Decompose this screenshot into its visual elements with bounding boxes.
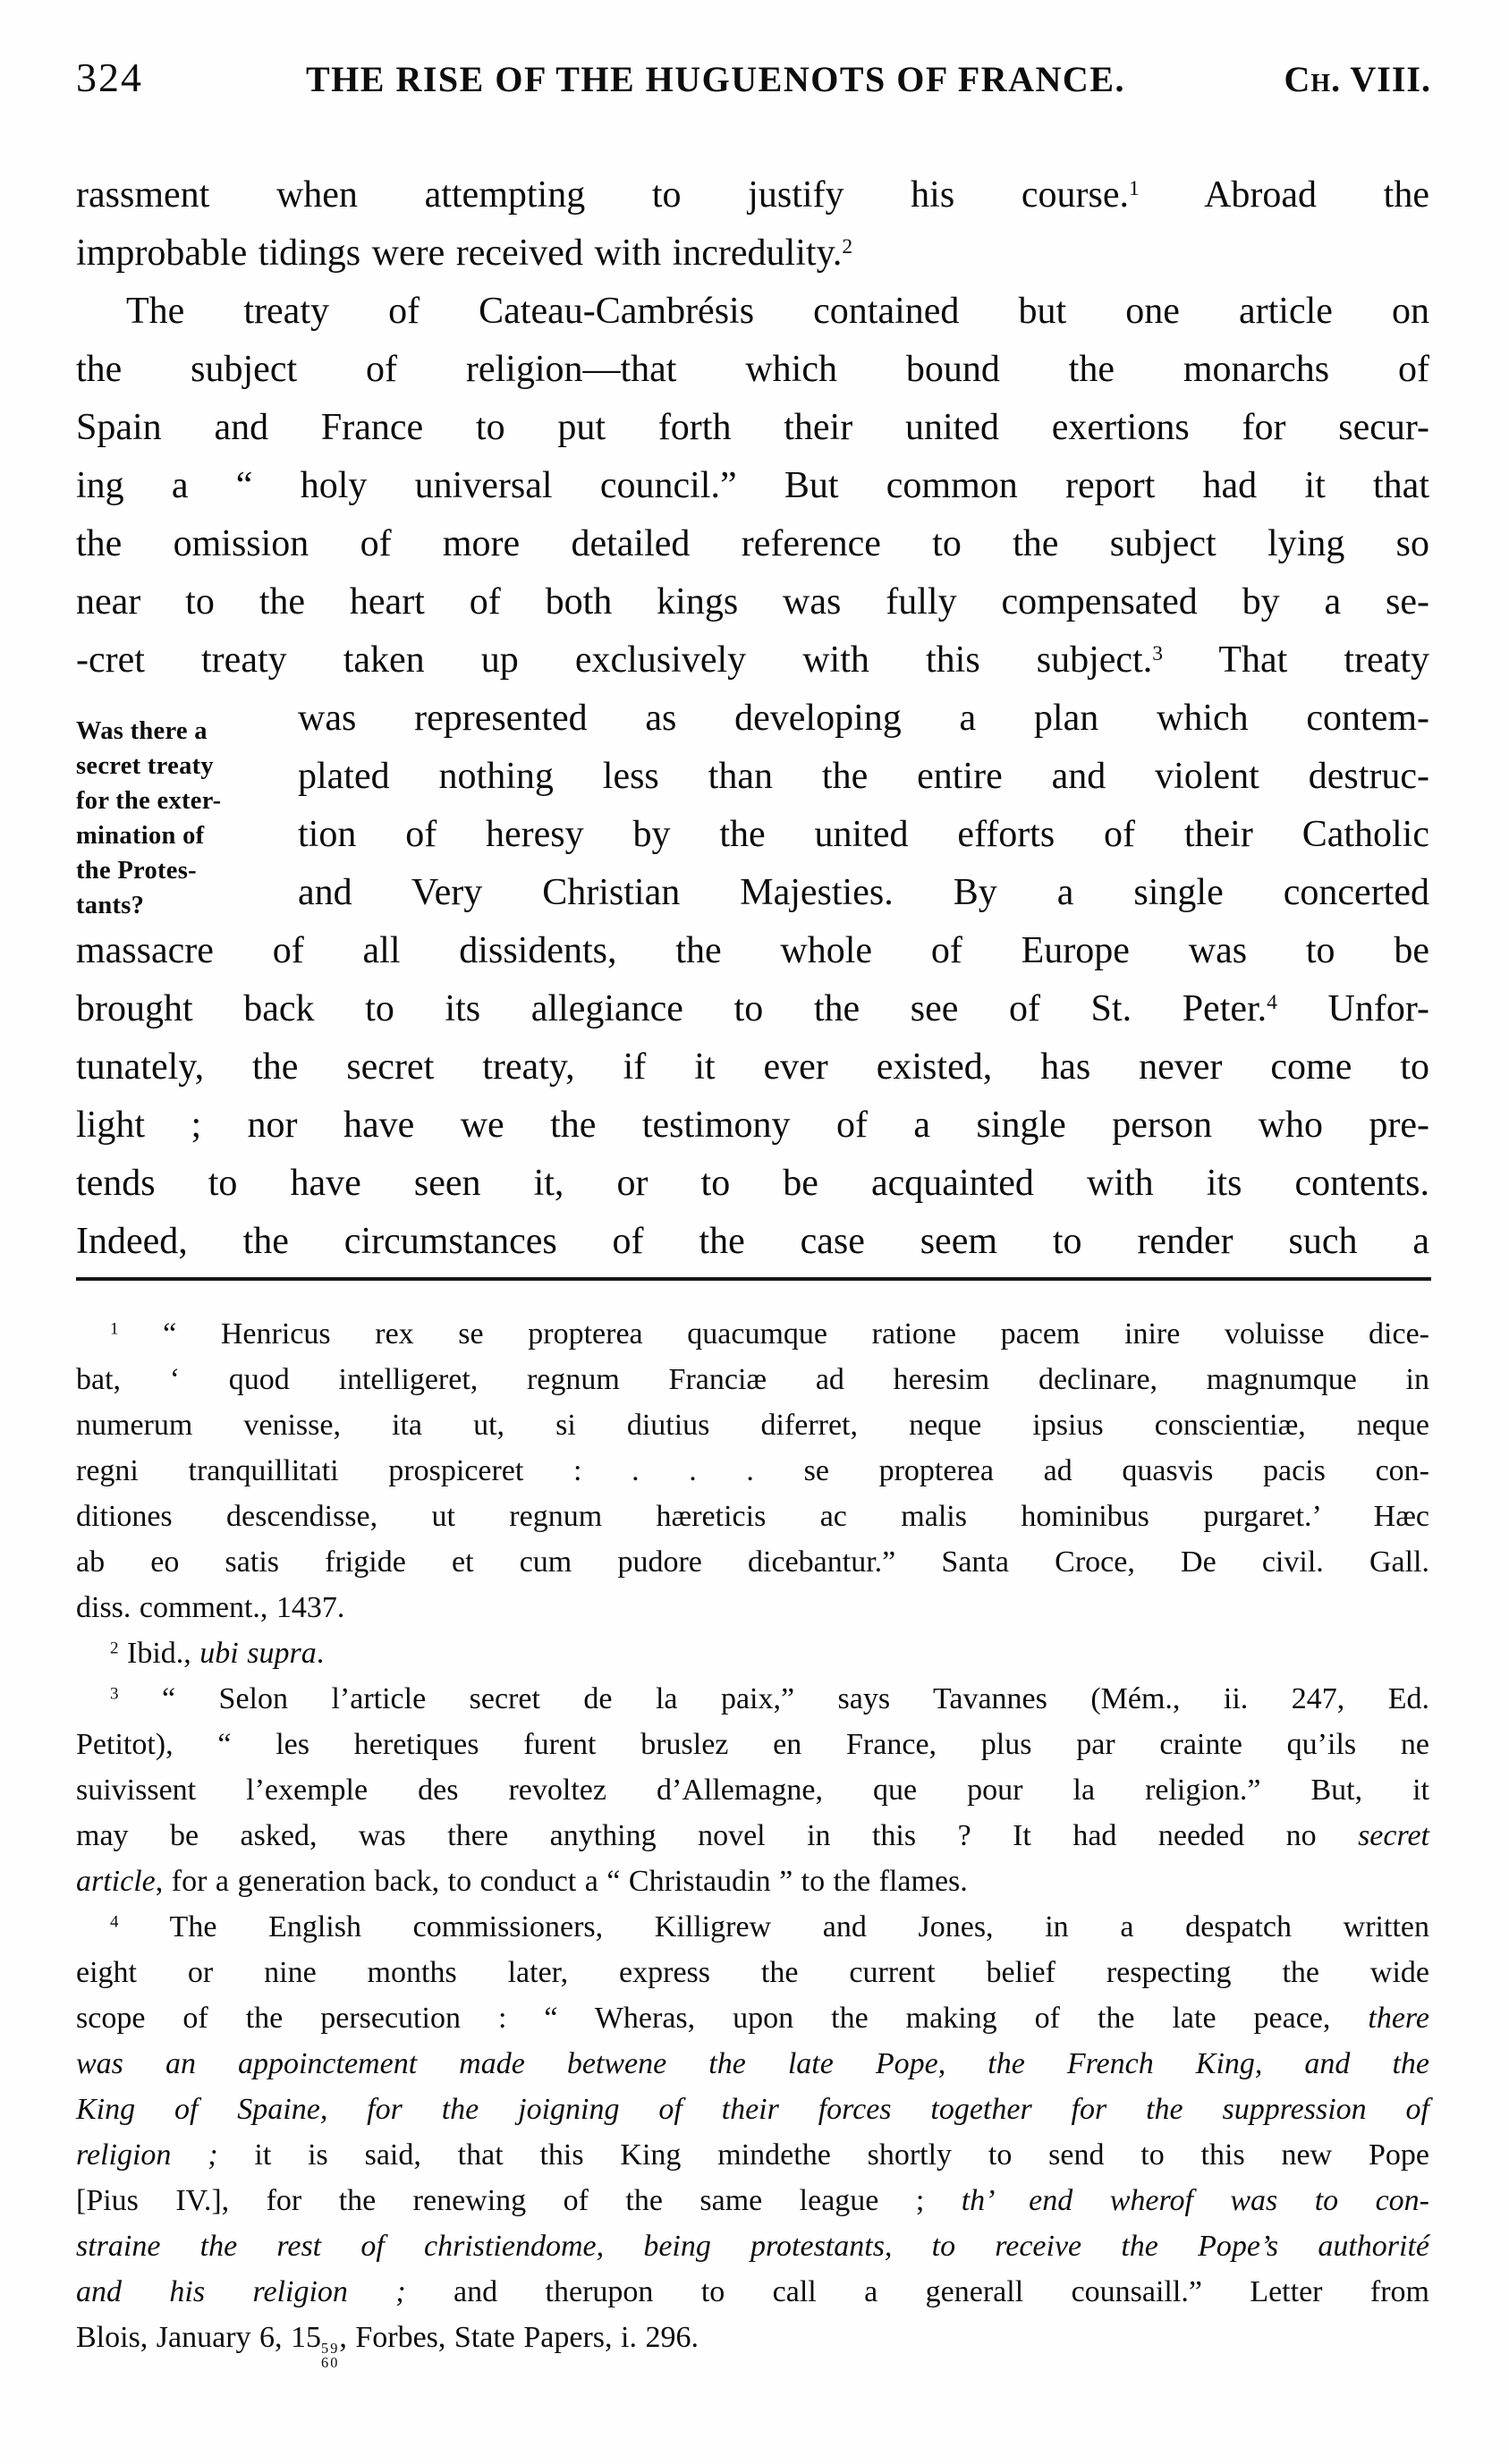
- text-line: [76, 166, 1429, 224]
- footnote-marker: 3: [110, 1684, 119, 1704]
- text-line: [76, 749, 289, 783]
- text-segment: , for a generation back, to conduct a “ Christaudin ” to the flames.: [155, 1865, 968, 1898]
- text-segment: eight or nine months later, express the current belief respecting the wide: [76, 1956, 1429, 1989]
- text-segment: The English commissioners, Killigrew and Jones, in a despatch written: [118, 1910, 1429, 1943]
- footnotes: [76, 1311, 1429, 2372]
- text-segment: ing a “ holy universal council.” But common report had it that: [76, 465, 1429, 506]
- page-number: 324: [76, 55, 143, 100]
- text-line: [76, 1155, 1429, 1213]
- running-title: THE RISE OF THE HUGUENOTS OF FRANCE.: [306, 59, 1125, 99]
- text-segment: it is said, that this King mindethe shortly to send to this new Pope: [217, 2138, 1429, 2172]
- text-segment: “ Henricus rex se propterea quacumque ratione pacem inire voluisse dice-: [118, 1317, 1429, 1351]
- text-line: [76, 457, 1429, 515]
- text-line: [76, 341, 1429, 399]
- text-segment: massacre of all dissidents, the whole of Europe was to be: [76, 930, 1429, 971]
- text-line: [76, 2315, 1429, 2372]
- text-line: [76, 714, 289, 749]
- text-line: [76, 2132, 1429, 2178]
- text-segment: Spain and France to put forth their united exertions for secur-: [76, 407, 1429, 448]
- text-line: [76, 1402, 1429, 1448]
- text-segment: secret treaty: [76, 752, 214, 780]
- text-line: [76, 1676, 1429, 1722]
- text-segment: bat, ‘ quod intelligeret, regnum Franciæ ad heresim declinare, magnumque in: [76, 1363, 1429, 1396]
- text-line: [76, 1038, 1429, 1097]
- text-segment: religion ;: [76, 2138, 218, 2172]
- text-line: [76, 2269, 1429, 2315]
- text-line: [298, 806, 1429, 864]
- text-segment: Unfor-: [1276, 988, 1429, 1029]
- text-segment: Petitot), “ les heretiques furent bruslez en France, plus par crainte qu’ils ne: [76, 1728, 1429, 1761]
- text-segment: tants?: [76, 892, 145, 919]
- text-line: [76, 1995, 1429, 2041]
- text-line: [76, 2178, 1429, 2223]
- text-line: [76, 224, 1429, 283]
- text-segment: light ; nor have we the testimony of a single person who pre-: [76, 1105, 1429, 1146]
- text-line: [76, 1722, 1429, 1767]
- text-segment: Indeed, the circumstances of the case seem to render such a: [76, 1221, 1429, 1262]
- text-line: [76, 2087, 1429, 2132]
- footnote-marker: 2: [842, 235, 853, 259]
- text-segment: secret: [1358, 1819, 1429, 1852]
- text-line: [76, 1213, 1429, 1271]
- text-segment: scope of the persecution : “ Wheras, upon the making of the late peace,: [76, 2002, 1369, 2035]
- text-segment: brought back to its allegiance to the see of St. Peter.: [76, 988, 1267, 1029]
- text-line: [76, 1494, 1429, 1539]
- text-line: [76, 888, 289, 923]
- text-segment: for the exter-: [76, 787, 222, 815]
- text-line: [76, 818, 289, 853]
- text-segment: the subject of religion—that which bound the monarchs of: [76, 349, 1429, 390]
- footnote-separator: [76, 1277, 1431, 1281]
- chapter-label: Ch. VIII.: [1284, 59, 1431, 99]
- text-line: [76, 515, 1429, 573]
- text-line: [298, 748, 1429, 806]
- date-fraction: 59 60: [321, 2339, 340, 2372]
- text-segment: ab eo satis frigide et cum pudore dicebantur.” Santa Croce, De civil. Gall.: [76, 1545, 1429, 1579]
- text-line: [76, 1448, 1429, 1494]
- text-line: [76, 1630, 1429, 1676]
- text-line: [76, 1950, 1429, 1995]
- text-line: [76, 2041, 1429, 2087]
- text-segment: regni tranquillitati prospiceret : . . . se propterea ad quasvis pacis con-: [76, 1454, 1429, 1487]
- text-segment: there: [1368, 2002, 1429, 2035]
- text-segment: ditiones descendisse, ut regnum hæreticis ac malis hominibus purgaret.’ Hæc: [76, 1500, 1429, 1533]
- text-segment: improbable tidings were received with incredulity.: [76, 233, 843, 274]
- text-segment: Ibid.,: [118, 1637, 200, 1670]
- text-segment: diss. comment., 1437.: [76, 1591, 345, 1624]
- text-line: [76, 1904, 1429, 1950]
- text-segment: ubi supra: [199, 1637, 317, 1670]
- text-segment: th’ end wherof was to con-: [961, 2184, 1429, 2217]
- text-line: [298, 864, 1429, 922]
- text-segment: tends to have seen it, or to be acquainted with its contents.: [76, 1163, 1429, 1204]
- text-line: [76, 1311, 1429, 1357]
- text-line: [298, 690, 1429, 748]
- text-segment: Blois, January 6, 15: [76, 2321, 322, 2354]
- text-line: [76, 631, 1429, 690]
- text-segment: -cret treaty taken up exclusively with this subject.: [76, 639, 1153, 681]
- text-segment: the omission of more detailed reference to the subject lying so: [76, 523, 1429, 564]
- text-line: [76, 1585, 1429, 1630]
- text-segment: The treaty of Cateau-Cambrésis contained but one article on: [126, 291, 1429, 332]
- text-segment: numerum venisse, ita ut, si diutius diferret, neque ipsius conscientiæ, neque: [76, 1409, 1429, 1442]
- text-segment: the Protes-: [76, 857, 197, 885]
- text-segment: and his religion ;: [76, 2275, 406, 2308]
- text-line: [76, 1357, 1429, 1402]
- text-line: [76, 1859, 1429, 1904]
- text-segment: Was there a: [76, 717, 208, 745]
- text-segment: near to the heart of both kings was fully compensated by a se-: [76, 581, 1429, 622]
- text-line: [76, 922, 1429, 980]
- text-segment: and therupon to call a generall counsaill.” Letter from: [405, 2275, 1429, 2308]
- text-line: [76, 573, 1429, 631]
- footnote-marker: 4: [1267, 991, 1277, 1015]
- footnote-marker: 4: [110, 1912, 119, 1932]
- footnote-marker: 1: [110, 1319, 119, 1339]
- text-segment: may be asked, was there anything novel in this ? It had needed no: [76, 1819, 1359, 1852]
- text-segment: suivissent l’exemple des revoltez d’Allemagne, que pour la religion.” But, it: [76, 1774, 1429, 1807]
- text-line: [76, 980, 1429, 1038]
- text-line: [76, 1097, 1429, 1155]
- text-line: [76, 1767, 1429, 1813]
- text-segment: was represented as developing a plan which contem-: [298, 698, 1429, 739]
- text-line: [76, 283, 1429, 341]
- text-line: [76, 399, 1429, 457]
- text-segment: Abroad the: [1139, 174, 1429, 216]
- footnote-marker: 1: [1128, 177, 1140, 201]
- text-segment: “ Selon l’article secret de la paix,” says Tavannes (Mém., ii. 247, Ed.: [118, 1682, 1429, 1715]
- text-segment: article: [76, 1865, 156, 1898]
- text-segment: straine the rest of christiendome, being protestants, to receive the Pope’s authorité: [76, 2230, 1429, 2263]
- text-segment: mination of: [76, 822, 205, 850]
- text-segment: .: [316, 1637, 325, 1670]
- text-segment: tunately, the secret treaty, if it ever existed, has never come to: [76, 1046, 1429, 1088]
- text-line: [76, 1539, 1429, 1585]
- footnote-marker: 3: [1152, 642, 1163, 666]
- text-line: [76, 853, 289, 888]
- text-segment: tion of heresy by the united efforts of their Catholic: [298, 814, 1429, 855]
- running-header: [76, 54, 1431, 101]
- margin-note: [76, 714, 289, 923]
- text-segment: was an appoinctement made betwene the late Pope, the French King, and the: [76, 2047, 1429, 2080]
- text-line: [76, 783, 289, 818]
- text-segment: and Very Christian Majesties. By a single concerted: [298, 872, 1429, 913]
- text-segment: rassment when attempting to justify his course.: [76, 174, 1129, 216]
- text-segment: That treaty: [1163, 639, 1429, 681]
- text-segment: King of Spaine, for the joigning of their forces together for the suppression of: [76, 2093, 1429, 2126]
- text-line: [76, 1813, 1429, 1859]
- text-segment: , Forbes, State Papers, i. 296.: [339, 2321, 699, 2354]
- footnote-marker: 2: [110, 1638, 119, 1658]
- text-line: [76, 2223, 1429, 2269]
- text-segment: [Pius IV.], for the renewing of the same league ;: [76, 2184, 962, 2217]
- text-segment: plated nothing less than the entire and violent destruc-: [298, 756, 1429, 797]
